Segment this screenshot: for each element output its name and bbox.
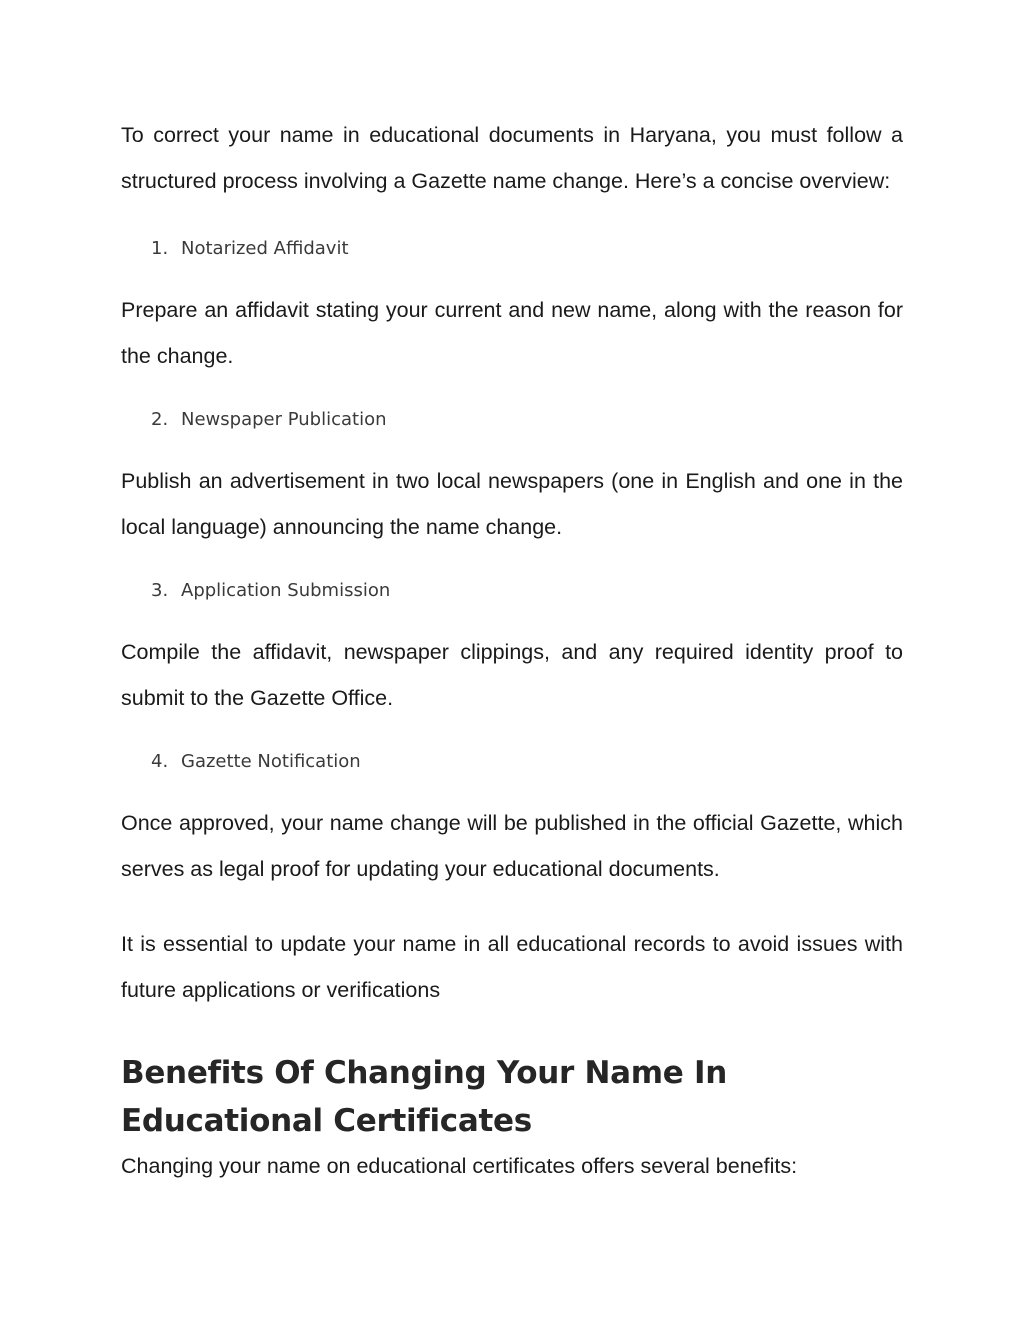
section-intro: Changing your name on educational certificates offers several benefits: [121,1154,798,1178]
step-body-1: Prepare an affidavit stating your current and new name, along with the reason for the change. [121,298,903,368]
step-title: Newspaper Publication [181,409,387,430]
step-body-2: Publish an advertisement in two local newspapers (one in English and one in the local language) announcing the name change. [121,469,903,539]
step-heading-1 [151,237,903,261]
step-title: Application Submission [181,580,391,601]
closing-paragraph: It is essential to update your name in all educational records to avoid issues with future applications or verifications [121,932,903,1002]
step-body-3: Compile the affidavit, newspaper clippings, and any required identity proof to submit to the Gazette Office. [121,640,903,710]
step-number: 2. [151,409,169,430]
step-heading-4 [151,750,903,774]
step-heading-3 [151,579,903,603]
step-heading-2 [151,408,903,432]
step-title: Gazette Notification [181,751,361,772]
step-number: 1. [151,238,169,259]
step-number: 4. [151,751,169,772]
step-number: 3. [151,580,169,601]
step-title: Notarized Affidavit [181,238,349,259]
section-heading: Benefits Of Changing Your Name In Educational Certificates [121,1055,727,1139]
intro-paragraph: To correct your name in educational documents in Haryana, you must follow a structured process involving a Gazette name change. Here’s a concise overview: [121,123,903,193]
step-body-4: Once approved, your name change will be published in the official Gazette, which serves as legal proof for updating your educational documents. [121,811,903,881]
document-page [121,112,903,1189]
